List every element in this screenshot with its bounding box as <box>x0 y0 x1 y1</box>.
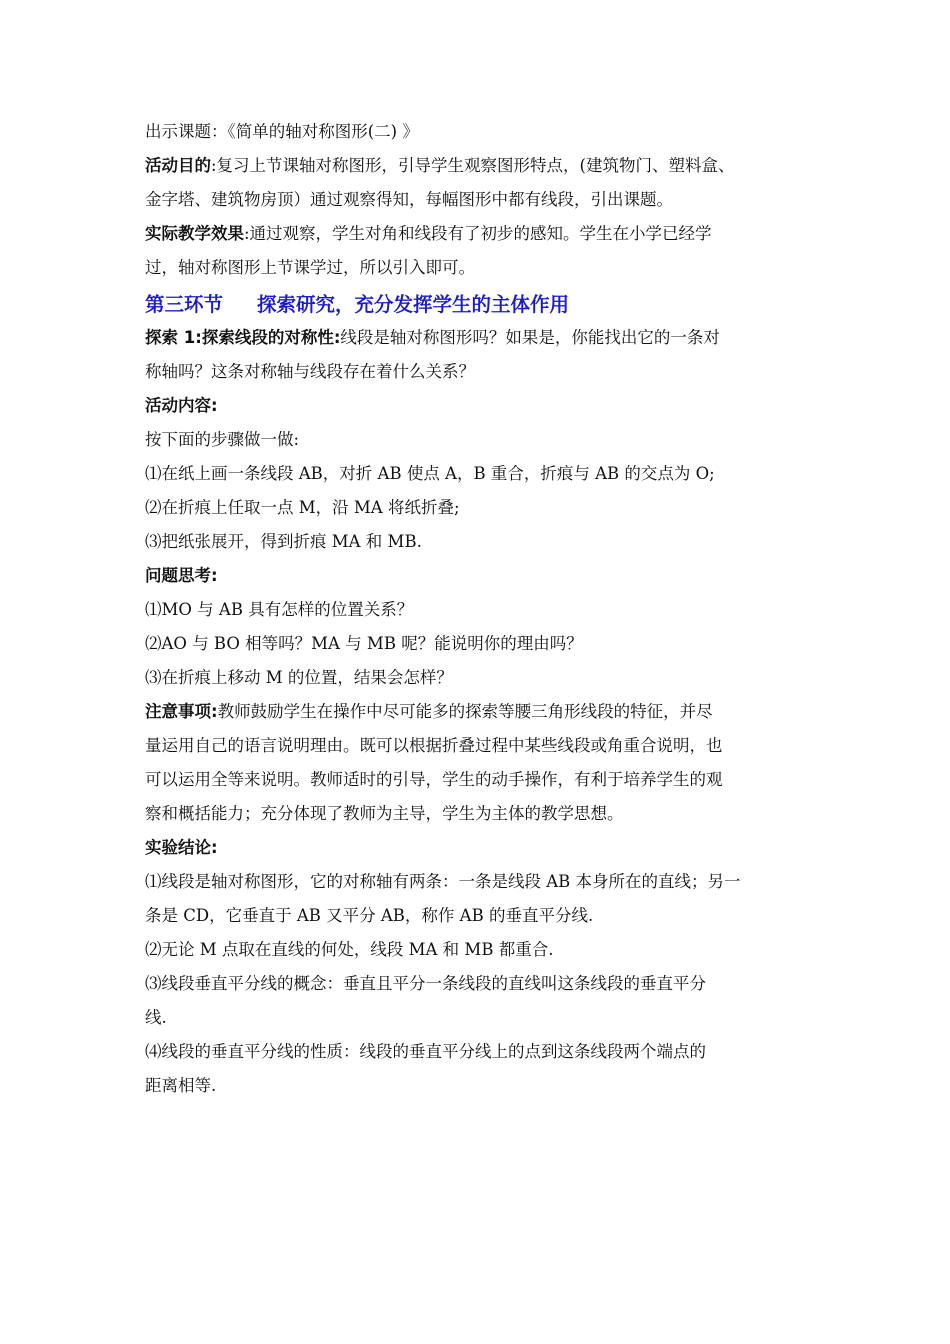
conclusion-4 <box>145 1038 815 1106</box>
step-1: ⑴在纸上画一条线段 AB，对折 AB 使点 A，B 重合，折痕与 AB 的交点为 O; <box>145 464 715 483</box>
note-text-2: 量运用自己的语言说明理由。既可以根据折叠过程中某些线段或角重合说明，也 <box>145 736 723 755</box>
conclusion-3-text-2: 线. <box>145 1008 167 1027</box>
purpose-text-1: :复习上节课轴对称图形，引导学生观察图形特点，(建筑物门、塑料盒、 <box>211 156 735 175</box>
explore-text-1: 线段是轴对称图形吗？如果是，你能找出它的一条对 <box>340 328 720 347</box>
step-2: ⑵在折痕上任取一点 M，沿 MA 将纸折叠; <box>145 498 460 517</box>
conclusion-label: 实验结论: <box>145 838 218 857</box>
note-label: 注意事项: <box>145 702 218 721</box>
effect-text-2: 过，轴对称图形上节课学过，所以引入即可。 <box>145 258 475 277</box>
teaching-effect <box>145 220 815 288</box>
activity-purpose <box>145 152 815 220</box>
document-body <box>145 118 815 1106</box>
conclusion-2: ⑵无论 M 点取在直线的何处，线段 MA 和 MB 都重合. <box>145 940 554 959</box>
conclusion-1-text-2: 条是 CD，它垂直于 AB 又平分 AB，称作 AB 的垂直平分线. <box>145 906 594 925</box>
lesson-title-line: 出示课题：《简单的轴对称图形(二) 》 <box>145 122 419 141</box>
question-2: ⑵AO 与 BO 相等吗？MA 与 MB 呢？能说明你的理由吗？ <box>145 634 583 653</box>
conclusion-3 <box>145 970 815 1038</box>
note-text-1: 教师鼓励学生在操作中尽可能多的探索等腰三角形线段的特征，并尽 <box>217 702 713 721</box>
note-text-3: 可以运用全等来说明。教师适时的引导，学生的动手操作，有利于培养学生的观 <box>145 770 723 789</box>
section-number: 第三环节 <box>145 293 224 316</box>
purpose-label: 活动目的 <box>145 156 211 175</box>
section-title: 探索研究，充分发挥学生的主体作用 <box>257 293 570 316</box>
effect-label: 实际教学效果 <box>145 224 244 243</box>
question-1: ⑴MO 与 AB 具有怎样的位置关系？ <box>145 600 414 619</box>
question-label: 问题思考: <box>145 566 218 585</box>
notes <box>145 698 815 834</box>
activity-content-label: 活动内容: <box>145 396 218 415</box>
section-heading <box>145 288 815 324</box>
conclusion-4-text-1: ⑷线段的垂直平分线的性质：线段的垂直平分线上的点到这条线段两个端点的 <box>145 1042 706 1061</box>
explore-text-2: 称轴吗？这条对称轴与线段存在着什么关系？ <box>145 362 475 381</box>
note-text-4: 察和概括能力；充分体现了教师为主导，学生为主体的教学思想。 <box>145 804 624 823</box>
steps-intro: 按下面的步骤做一做: <box>145 430 300 449</box>
conclusion-1 <box>145 868 815 936</box>
conclusion-1-text-1: ⑴线段是轴对称图形，它的对称轴有两条：一条是线段 AB 本身所在的直线；另一 <box>145 872 741 891</box>
explore-label: 探索 1:探索线段的对称性: <box>145 328 341 347</box>
conclusion-3-text-1: ⑶线段垂直平分线的概念：垂直且平分一条线段的直线叫这条线段的垂直平分 <box>145 974 706 993</box>
purpose-text-2: 金字塔、建筑物房顶）通过观察得知，每幅图形中都有线段，引出课题。 <box>145 190 673 209</box>
explore-1 <box>145 324 815 392</box>
step-3: ⑶把纸张展开，得到折痕 MA 和 MB. <box>145 532 422 551</box>
question-3: ⑶在折痕上移动 M 的位置，结果会怎样？ <box>145 668 453 687</box>
conclusion-4-text-2: 距离相等. <box>145 1076 217 1095</box>
effect-text-1: :通过观察，学生对角和线段有了初步的感知。学生在小学已经学 <box>244 224 712 243</box>
